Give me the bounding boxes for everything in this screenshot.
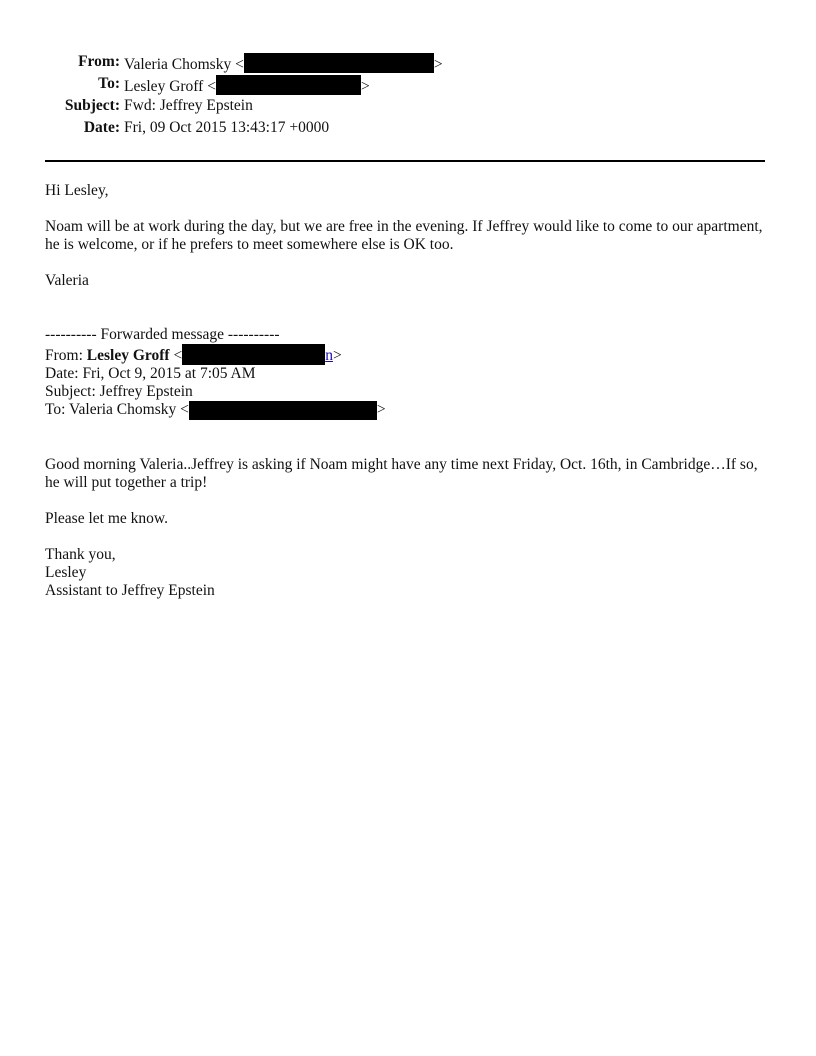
header-divider [45, 160, 765, 162]
forward-separator: ---------- Forwarded message ---------- [45, 326, 280, 343]
closing-title: Assistant to Jeffrey Epstein [45, 582, 215, 599]
forward-from-line: From: Lesley Groff < n> [45, 344, 770, 365]
forward-from-name: Lesley Groff [86, 347, 170, 364]
closing-block [45, 546, 770, 600]
closing-line: Thank you, [45, 546, 116, 563]
redaction-box [244, 53, 434, 73]
redaction-box [189, 401, 377, 420]
redaction-box [182, 344, 325, 365]
greeting: Hi Lesley, [45, 182, 109, 199]
to-row [0, 75, 816, 97]
forwarded-message [45, 326, 770, 420]
date-row [0, 119, 816, 141]
subject-value: Fwd: Jeffrey Epstein [124, 97, 253, 114]
forward-to-line: To: Valeria Chomsky < > [45, 401, 386, 418]
subject-label: Subject: [64, 97, 120, 114]
date-label: Date: [83, 119, 120, 136]
to-value: Lesley Groff < > [124, 75, 370, 96]
from-label: From: [78, 53, 120, 70]
subject-row [0, 97, 816, 119]
from-row [0, 53, 816, 75]
signoff: Valeria [45, 272, 89, 289]
forward-request: Please let me know. [45, 510, 168, 527]
redaction-box [216, 75, 361, 95]
from-value: Valeria Chomsky < > [124, 53, 443, 74]
email-body [45, 182, 770, 600]
closing-name: Lesley [45, 564, 87, 581]
forward-subject-line: Subject: Jeffrey Epstein [45, 383, 193, 400]
email-link[interactable]: n [325, 347, 333, 364]
email-header [0, 53, 816, 141]
forward-date-line: Date: Fri, Oct 9, 2015 at 7:05 AM [45, 365, 256, 382]
forward-body-paragraph: Good morning Valeria..Jeffrey is asking if Noam might have any time next Friday, Oct. 16th, in Cambridge…If so, he will put together a trip! [45, 456, 758, 491]
date-value: Fri, 09 Oct 2015 13:43:17 +0000 [124, 119, 330, 136]
body-paragraph: Noam will be at work during the day, but we are free in the evening. If Jeffrey would like to come to our apartment, he is welcome, or if he prefers to meet somewhere else is OK too. [45, 218, 763, 253]
to-label: To: [98, 75, 120, 92]
